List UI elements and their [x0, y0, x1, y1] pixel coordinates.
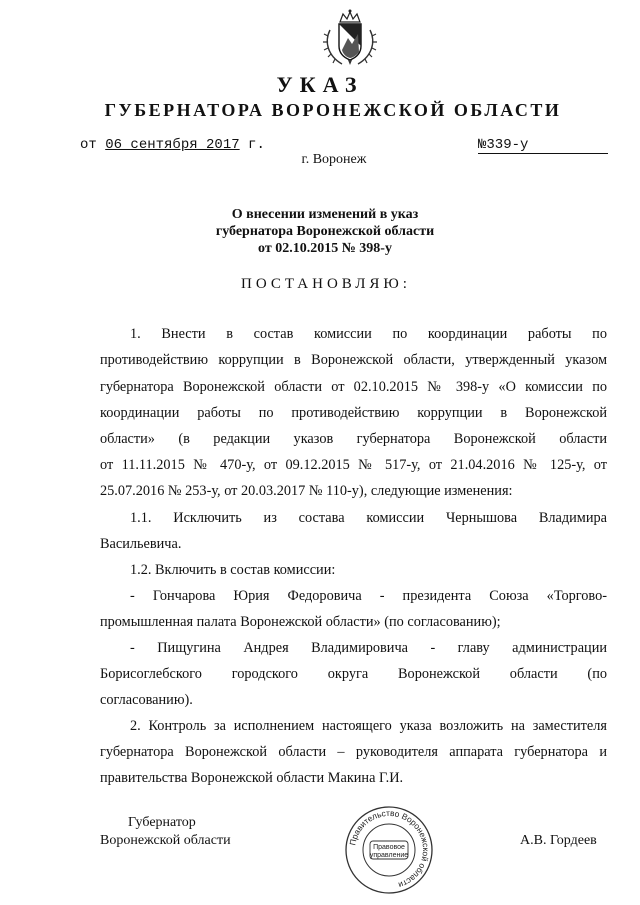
document-date: [80, 137, 265, 153]
coat-of-arms-icon: [318, 8, 382, 68]
seal-ring-text: Правительство Воронежской области: [347, 807, 432, 891]
body-line: промышленная палата Воронежской области» (по согласованию);: [100, 614, 501, 630]
document-title: УКАЗ: [276, 72, 364, 97]
subject-line: О внесении изменений в указ: [231, 207, 419, 222]
seal-center-line: Правовое: [373, 844, 405, 851]
date-value: 06 сентября 2017: [105, 137, 240, 153]
signatory-title: [100, 814, 231, 850]
body-line: 2. Контроль за исполнением настоящего указа возложить на заместителя: [130, 718, 607, 734]
decree-word: ПОСТАНОВЛЯЮ:: [241, 276, 411, 292]
seal-center-line: управление: [369, 852, 409, 859]
body-line: 25.07.2016 № 253-у, от 20.03.2017 № 110-у), следующие изменения:: [100, 483, 513, 499]
body-line: Васильевича.: [100, 536, 182, 552]
body-line: губернатора Воронежской области – руководителя аппарата губернатора и: [100, 744, 607, 760]
document-subject: [0, 206, 640, 257]
body-line: 1.2. Включить в состав комиссии:: [130, 562, 336, 578]
signatory-title-line: Воронежской области: [100, 833, 231, 848]
date-prefix: от: [80, 137, 97, 153]
body-line: правительства Воронежской области Макина Г.И.: [100, 770, 404, 786]
body-line: - Гончарова Юрия Федоровича - президента Союза «Торгово-: [130, 588, 607, 604]
body-line: противодействию коррупции в Воронежской области, утвержденный указом: [100, 352, 607, 368]
body-line: от 11.11.2015 № 470-у, от 09.12.2015 № 517-у, от 21.04.2016 № 125-у, от: [100, 457, 607, 473]
signatory-title-line: Губернатор: [128, 815, 196, 830]
subject-line: от 02.10.2015 № 398-у: [258, 241, 392, 256]
body-line: губернатора Воронежской области от 02.10.2015 № 398-у «О комиссии по: [100, 379, 607, 395]
subject-line: губернатора Воронежской области: [215, 224, 435, 239]
body-line: Борисоглебского городского округа Воронежской области (по: [100, 666, 607, 682]
document-subtitle: ГУБЕРНАТОРА ВОРОНЕЖСКОЙ ОБЛАСТИ: [104, 100, 562, 120]
signatory-name: А.В. Гордеев: [520, 833, 597, 848]
document-number: №339-у: [478, 137, 608, 154]
round-seal-icon: [344, 805, 434, 895]
body-line: 1.1. Исключить из состава комиссии Чернышова Владимира: [130, 510, 607, 526]
document-city: г. Воронеж: [301, 152, 367, 167]
body-line: - Пищугина Андрея Владимировича - главу администрации: [130, 640, 607, 656]
body-line: согласованию).: [100, 692, 193, 708]
date-suffix: г.: [248, 137, 265, 153]
body-line: области» (в редакции указов губернатора Воронежской области: [100, 431, 607, 447]
body-line: координации работы по противодействию коррупции в Воронежской: [100, 405, 607, 421]
body-line: 1. Внести в состав комиссии по координации работы по: [130, 326, 607, 342]
